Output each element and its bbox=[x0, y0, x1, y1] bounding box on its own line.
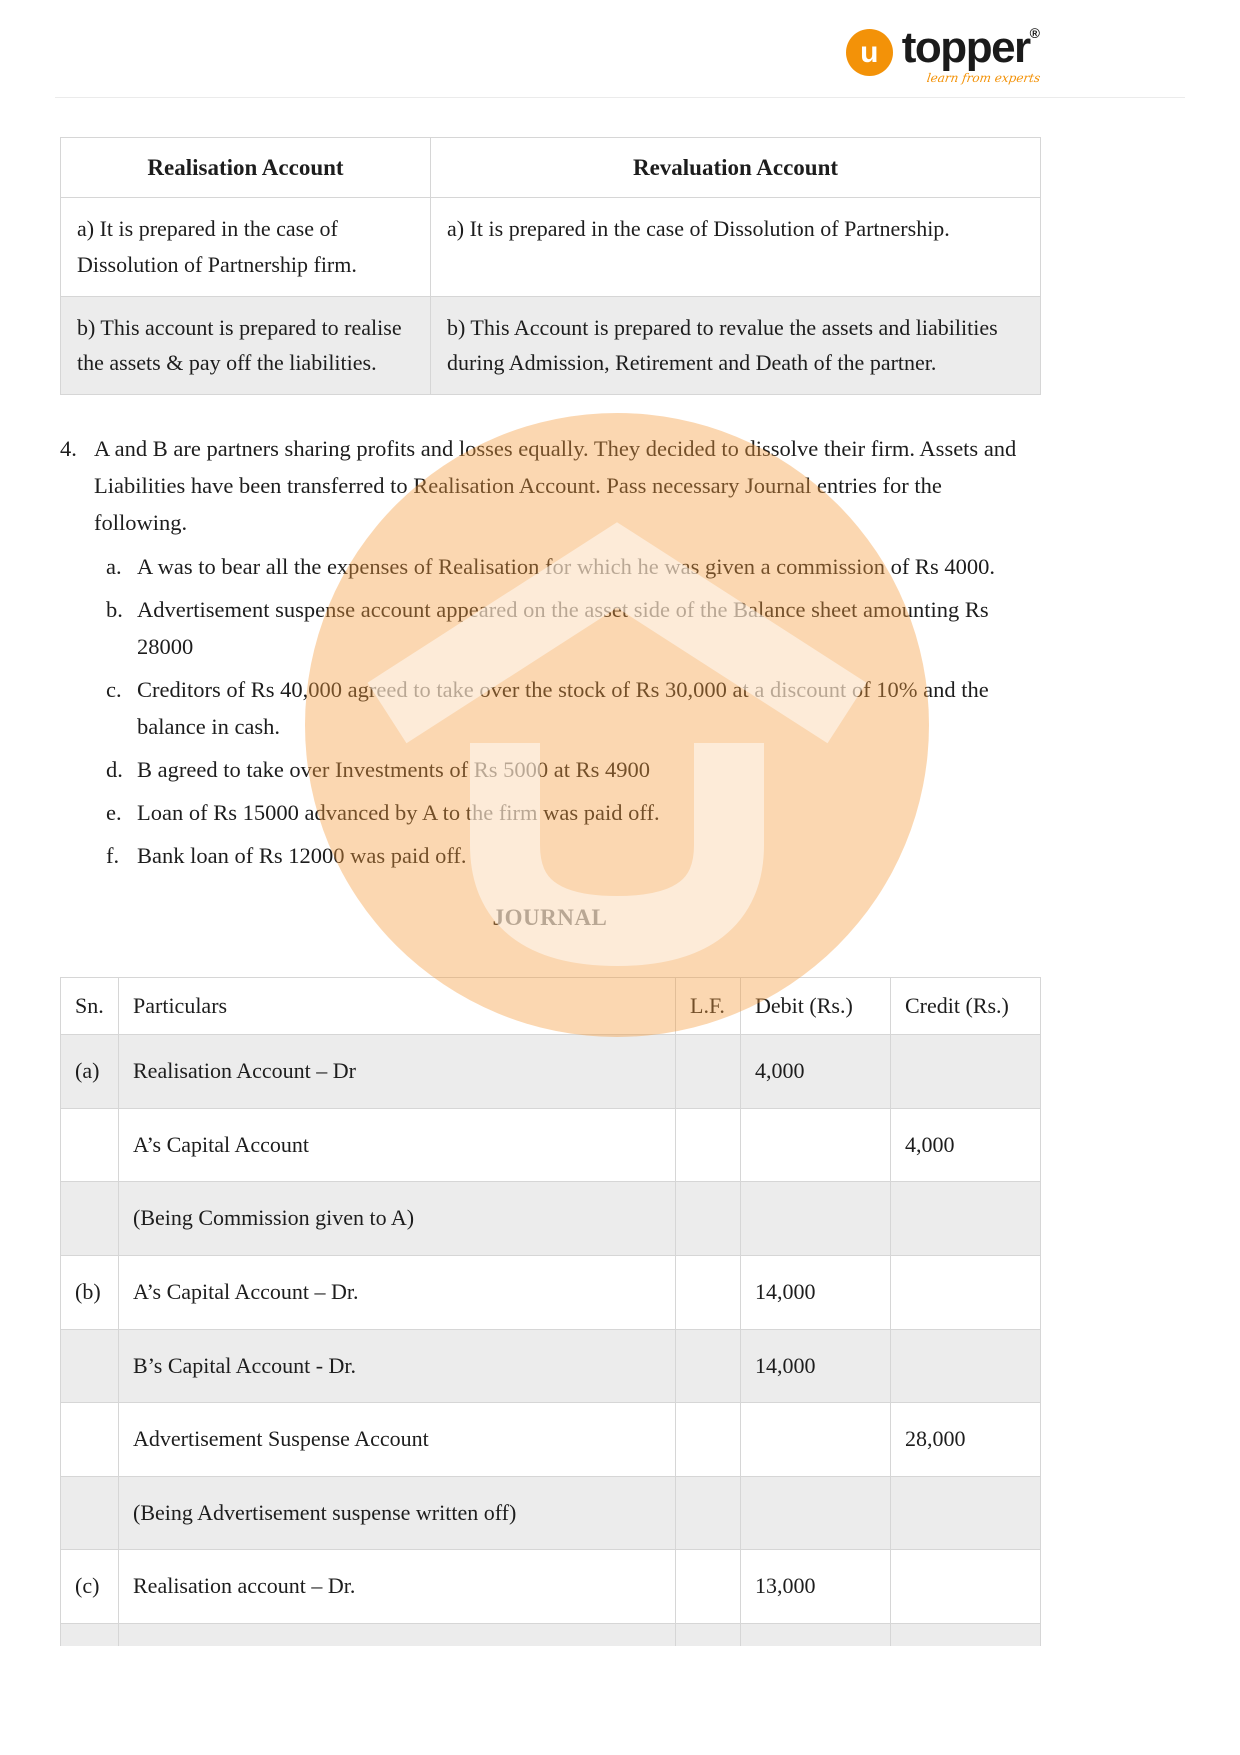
journal-row bbox=[61, 1035, 1041, 1109]
comparison-cell: b) This account is prepared to realise the assets & pay off the liabilities. bbox=[61, 296, 431, 394]
journal-cell-credit bbox=[891, 1550, 1041, 1624]
journal-cell-sn bbox=[61, 1329, 119, 1403]
topper-u-icon: u bbox=[846, 29, 893, 76]
list-item-label: b. bbox=[106, 597, 123, 623]
comparison-table bbox=[60, 137, 1041, 395]
journal-cell-debit bbox=[741, 1403, 891, 1477]
journal-heading: JOURNAL bbox=[492, 904, 608, 930]
journal-cell-sn: (c) bbox=[61, 1550, 119, 1624]
list-item-d bbox=[106, 752, 1040, 789]
journal-row bbox=[61, 1550, 1041, 1624]
journal-cell-sn bbox=[61, 1476, 119, 1550]
journal-cell-lf bbox=[676, 1403, 741, 1477]
journal-cell-particulars: (Being Commission given to A) bbox=[119, 1182, 676, 1256]
journal-row bbox=[61, 1182, 1041, 1256]
journal-cell-sn bbox=[61, 1623, 119, 1646]
journal-header-sn: Sn. bbox=[61, 977, 119, 1035]
journal-cell-credit: 28,000 bbox=[891, 1403, 1041, 1477]
list-item-text: B agreed to take over Investments of Rs 5000 at Rs 4900 bbox=[137, 756, 651, 782]
document-body bbox=[60, 97, 1040, 1646]
journal-cell-debit bbox=[741, 1476, 891, 1550]
list-item-a bbox=[106, 549, 1040, 586]
page-header bbox=[55, 0, 1185, 98]
journal-cell-credit: 4,000 bbox=[891, 1108, 1041, 1182]
journal-cell-credit bbox=[891, 1476, 1041, 1550]
topper-logo bbox=[846, 23, 1041, 85]
journal-cell-particulars: Advertisement Suspense Account bbox=[119, 1403, 676, 1477]
comparison-row-a bbox=[61, 198, 1041, 296]
list-item-text: Loan of Rs 15000 advanced by A to the firm was paid off. bbox=[137, 799, 660, 825]
journal-cell-sn: (b) bbox=[61, 1255, 119, 1329]
list-item-c bbox=[106, 672, 1040, 746]
journal-cell-debit bbox=[741, 1182, 891, 1256]
journal-cell-lf bbox=[676, 1182, 741, 1256]
journal-row bbox=[61, 1476, 1041, 1550]
brand-block bbox=[901, 23, 1041, 85]
journal-cell-sn bbox=[61, 1403, 119, 1477]
list-item-text: Advertisement suspense account appeared on the asset side of the Balance sheet amounting Rs 28000 bbox=[137, 597, 989, 660]
list-item-label: c. bbox=[106, 677, 122, 703]
list-item-text: Bank loan of Rs 12000 was paid off. bbox=[137, 842, 467, 868]
journal-cell-particulars: Realisation account – Dr. bbox=[119, 1550, 676, 1624]
journal-cell-lf bbox=[676, 1035, 741, 1109]
list-item-f bbox=[106, 838, 1040, 875]
brand-tagline: learn from experts bbox=[925, 71, 1041, 85]
list-item-b bbox=[106, 592, 1040, 666]
journal-cell-particulars: B’s Capital Account - Dr. bbox=[119, 1329, 676, 1403]
journal-cell-sn bbox=[61, 1182, 119, 1256]
journal-cell-lf bbox=[676, 1108, 741, 1182]
journal-header-row bbox=[61, 977, 1041, 1035]
question-intro: A and B are partners sharing profits and losses equally. They decided to dissolve their firm. Assets and Liabilities have been transferred to Realisation Account. Pass necessary Journal entries for the following. bbox=[94, 435, 1017, 535]
comparison-header-revaluation: Revaluation Account bbox=[431, 138, 1041, 198]
brand-name bbox=[901, 23, 1040, 72]
brand-text: topper bbox=[901, 23, 1030, 72]
list-item-label: e. bbox=[106, 799, 122, 825]
journal-cell-credit bbox=[891, 1329, 1041, 1403]
comparison-header-realisation: Realisation Account bbox=[61, 138, 431, 198]
journal-cell-debit: 4,000 bbox=[741, 1035, 891, 1109]
journal-row bbox=[61, 1329, 1041, 1403]
journal-row-partial bbox=[61, 1623, 1041, 1646]
journal-cell-debit bbox=[741, 1108, 891, 1182]
journal-table bbox=[60, 977, 1041, 1646]
journal-cell-lf bbox=[676, 1476, 741, 1550]
list-item-e bbox=[106, 795, 1040, 832]
list-item-text: A was to bear all the expenses of Realisation for which he was given a commission of Rs 4000. bbox=[137, 554, 995, 580]
journal-cell-particulars: Realisation Account – Dr bbox=[119, 1035, 676, 1109]
journal-cell-lf bbox=[676, 1329, 741, 1403]
question-item-list bbox=[60, 549, 1040, 874]
journal-cell-particulars: A’s Capital Account bbox=[119, 1108, 676, 1182]
journal-cell-sn: (a) bbox=[61, 1035, 119, 1109]
list-item-label: f. bbox=[106, 842, 120, 868]
journal-header-particulars: Particulars bbox=[119, 977, 676, 1035]
comparison-cell: b) This Account is prepared to revalue the assets and liabilities during Admission, Retirement and Death of the partner. bbox=[431, 296, 1041, 394]
comparison-header-row bbox=[61, 138, 1041, 198]
registered-trademark-icon: ® bbox=[1029, 25, 1040, 41]
question-4 bbox=[60, 431, 1040, 542]
journal-cell-lf bbox=[676, 1255, 741, 1329]
journal-cell-debit: 14,000 bbox=[741, 1329, 891, 1403]
journal-row bbox=[61, 1403, 1041, 1477]
list-item-text: Creditors of Rs 40,000 agreed to take over the stock of Rs 30,000 at a discount of 10% and the balance in cash. bbox=[137, 677, 989, 739]
journal-cell-sn bbox=[61, 1108, 119, 1182]
journal-header-lf: L.F. bbox=[676, 977, 741, 1035]
journal-cell-debit bbox=[741, 1623, 891, 1646]
journal-row bbox=[61, 1108, 1041, 1182]
journal-cell-credit bbox=[891, 1623, 1041, 1646]
comparison-row-b bbox=[61, 296, 1041, 394]
journal-cell-credit bbox=[891, 1035, 1041, 1109]
comparison-cell: a) It is prepared in the case of Dissolution of Partnership firm. bbox=[61, 198, 431, 296]
journal-cell-lf bbox=[676, 1623, 741, 1646]
journal-cell-particulars bbox=[119, 1623, 676, 1646]
journal-cell-debit: 13,000 bbox=[741, 1550, 891, 1624]
journal-cell-particulars: (Being Advertisement suspense written off) bbox=[119, 1476, 676, 1550]
journal-cell-particulars: A’s Capital Account – Dr. bbox=[119, 1255, 676, 1329]
comparison-cell: a) It is prepared in the case of Dissolution of Partnership. bbox=[431, 198, 1041, 296]
journal-row bbox=[61, 1255, 1041, 1329]
journal-cell-credit bbox=[891, 1255, 1041, 1329]
list-item-label: a. bbox=[106, 554, 122, 580]
journal-cell-debit: 14,000 bbox=[741, 1255, 891, 1329]
journal-header-credit: Credit (Rs.) bbox=[891, 977, 1041, 1035]
list-item-label: d. bbox=[106, 756, 123, 782]
journal-cell-credit bbox=[891, 1182, 1041, 1256]
journal-cell-lf bbox=[676, 1550, 741, 1624]
journal-header-debit: Debit (Rs.) bbox=[741, 977, 891, 1035]
question-number: 4. bbox=[60, 435, 77, 461]
